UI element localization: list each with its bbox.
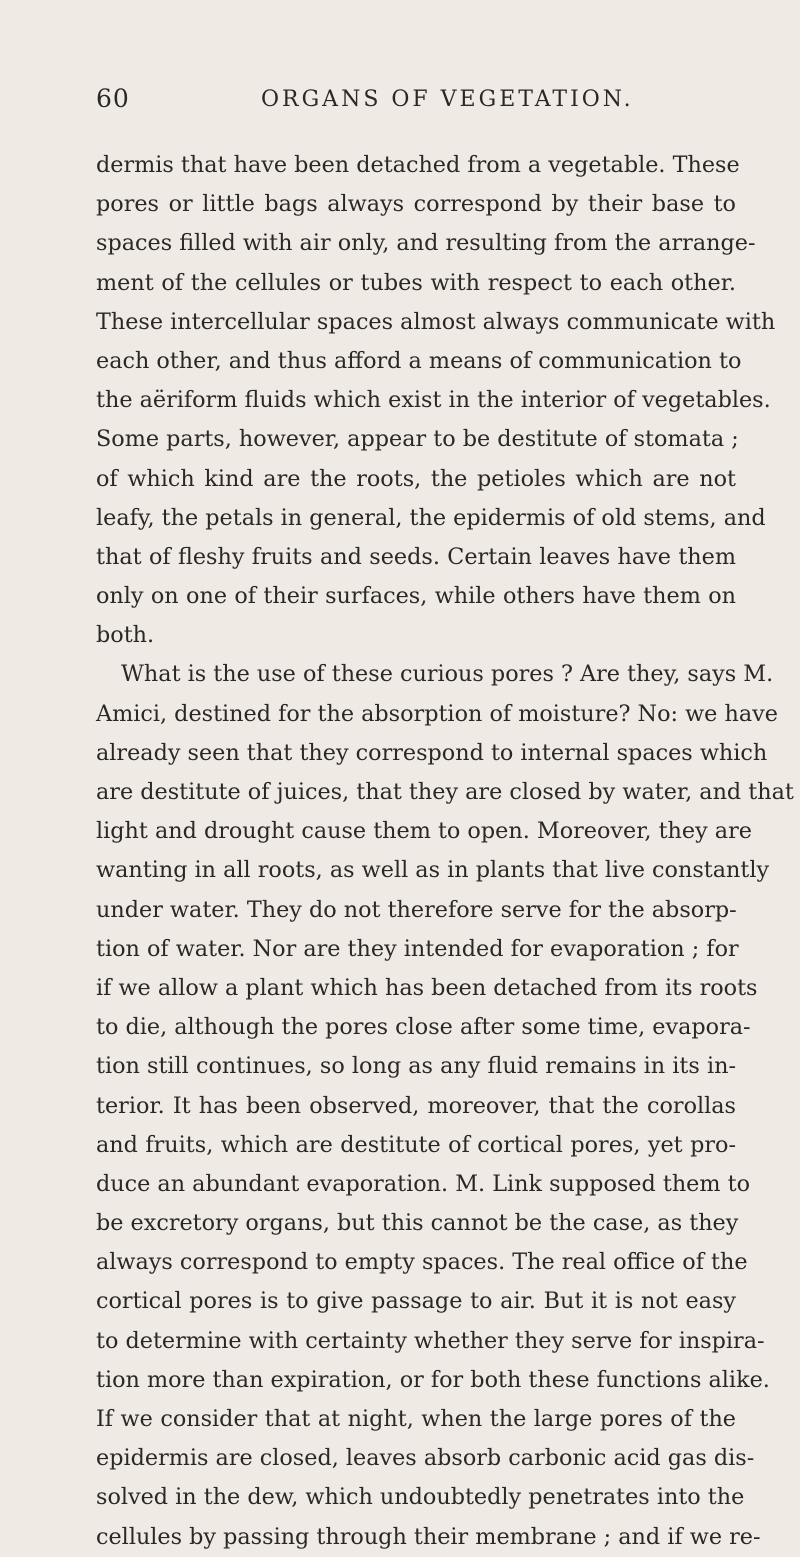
text-line: already seen that they correspond to internal spaces which — [96, 739, 768, 766]
text-line: each other, and thus afford a means of communication to — [96, 347, 742, 374]
paragraph-start-line: What is the use of these curious pores ? Are they, says M. — [121, 661, 774, 688]
text-line: terior. It has been observed, moreover, that the corollas — [96, 1092, 736, 1119]
text-line: wanting in all roots, as well as in plants that live constantly — [96, 857, 770, 884]
paragraph-end-line: both. — [96, 622, 155, 649]
text-line: be excretory organs, but this cannot be the case, as they — [96, 1210, 739, 1237]
text-line: cortical pores is to give passage to air. But it is not easy — [96, 1288, 736, 1315]
text-line: dermis that have been detached from a vegetable. These — [96, 152, 740, 178]
page-number: 60 — [96, 84, 130, 113]
text-line: to determine with certainty whether they serve for inspira- — [96, 1327, 765, 1354]
text-line: spaces filled with air only, and resulting from the arrange- — [96, 230, 756, 257]
text-line: only on one of their surfaces, while others have them on — [96, 583, 736, 610]
text-line: tion still continues, so long as any fluid remains in its in- — [96, 1053, 736, 1080]
text-line: of which kind are the roots, the petioles which are not — [96, 465, 736, 492]
text-line: tion more than expiration, or for both these functions alike. — [96, 1366, 770, 1393]
text-line: pores or little bags always correspond by their base to — [96, 191, 736, 218]
text-line: Amici, destined for the absorption of moisture? No: we have — [96, 700, 778, 727]
text-line: under water. They do not therefore serve for the absorp- — [96, 896, 737, 923]
text-line: leafy, the petals in general, the epidermis of old stems, and — [96, 504, 766, 531]
text-line: duce an abundant evaporation. M. Link supposed them to — [96, 1170, 750, 1197]
text-line: always correspond to empty spaces. The real office of the — [96, 1249, 748, 1276]
text-line: ment of the cellules or tubes with respect to each other. — [96, 269, 736, 296]
text-line: light and drought cause them to open. Moreover, they are — [96, 818, 752, 845]
text-line: If we consider that at night, when the large pores of the — [96, 1406, 736, 1432]
text-line: cellules by passing through their membrane ; and if we re- — [96, 1523, 761, 1550]
text-line: Some parts, however, appear to be destitute of stomata ; — [96, 426, 739, 453]
running-title: ORGANS OF VEGETATION. — [261, 87, 634, 112]
text-line: that of fleshy fruits and seeds. Certain leaves have them — [96, 543, 736, 570]
page-header — [96, 84, 736, 124]
text-line: the aëriform fluids which exist in the interior of vegetables. — [96, 387, 771, 414]
text-line: if we allow a plant which has been detached from its roots — [96, 974, 758, 1001]
body-text — [96, 146, 794, 1557]
text-line: tion of water. Nor are they intended for evaporation ; for — [96, 935, 739, 962]
text-line: to die, although the pores close after some time, evapora- — [96, 1014, 751, 1041]
text-line: and fruits, which are destitute of cortical pores, yet pro- — [96, 1131, 736, 1158]
text-line: solved in the dew, which undoubtedly penetrates into the — [96, 1484, 745, 1511]
text-line: epidermis are closed, leaves absorb carbonic acid gas dis- — [96, 1445, 755, 1472]
text-line: These intercellular spaces almost always communicate with — [96, 308, 776, 335]
text-line: are destitute of juices, that they are closed by water, and that — [96, 779, 794, 805]
